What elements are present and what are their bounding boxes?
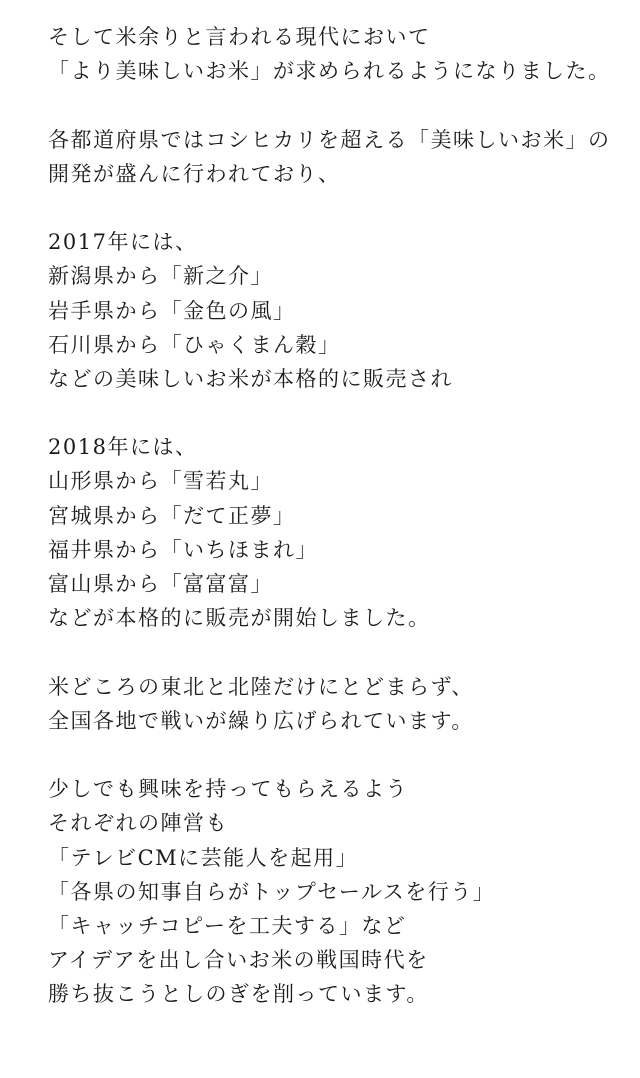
text-line: 「各県の知事自らがトップセールスを行う」 — [48, 879, 496, 904]
text-line: 各都道府県ではコシヒカリを超える「美味しいお米」の — [48, 127, 611, 152]
text-line: などの美味しいお米が本格的に販売され — [48, 366, 453, 391]
text-line: 「キャッチコピーを工夫する」など — [48, 913, 407, 938]
text-line: 2018年には、 — [48, 435, 198, 460]
paragraph-spacer — [48, 191, 628, 225]
text-line: 宮城県から「だて正夢」 — [48, 503, 296, 528]
text-line: そして米余りと言われる現代において — [48, 25, 431, 49]
paragraph-spacer — [48, 738, 628, 772]
paragraph — [48, 20, 628, 88]
paragraph — [48, 772, 628, 1011]
text-line: 全国各地で戦いが繰り広げられています。 — [48, 708, 474, 733]
paragraph-spacer — [48, 635, 628, 669]
text-line: などが本格的に販売が開始しました。 — [48, 606, 431, 631]
text-line: 山形県から「雪若丸」 — [48, 469, 273, 494]
text-line: それぞれの陣営も — [48, 811, 228, 836]
text-line: 新潟県から「新之介」 — [48, 264, 273, 289]
paragraph-spacer — [48, 88, 628, 122]
text-line: 2017年には、 — [48, 230, 198, 255]
text-line: 米どころの東北と北陸だけにとどまらず、 — [48, 674, 474, 699]
article-body — [48, 20, 628, 1011]
text-line: 石川県から「ひゃくまん穀」 — [48, 332, 341, 357]
text-line: 少しでも興味を持ってもらえるよう — [48, 777, 408, 802]
paragraph — [48, 123, 628, 191]
text-line: 開発が盛んに行われており、 — [48, 161, 341, 186]
paragraph — [48, 670, 628, 738]
text-line: 勝ち抜こうとしのぎを削っています。 — [48, 982, 429, 1007]
text-line: 「テレビCMに芸能人を起用」 — [48, 845, 359, 870]
text-line: 福井県から「いちほまれ」 — [48, 537, 318, 562]
text-line: 富山県から「富富富」 — [48, 572, 273, 596]
paragraph — [48, 430, 628, 635]
text-line: アイデアを出し合いお米の戦国時代を — [48, 948, 429, 973]
text-line: 「より美味しいお米」が求められるようになりました。 — [48, 59, 611, 84]
paragraph — [48, 225, 628, 396]
text-line: 岩手県から「金色の風」 — [48, 298, 296, 323]
paragraph-spacer — [48, 396, 628, 430]
